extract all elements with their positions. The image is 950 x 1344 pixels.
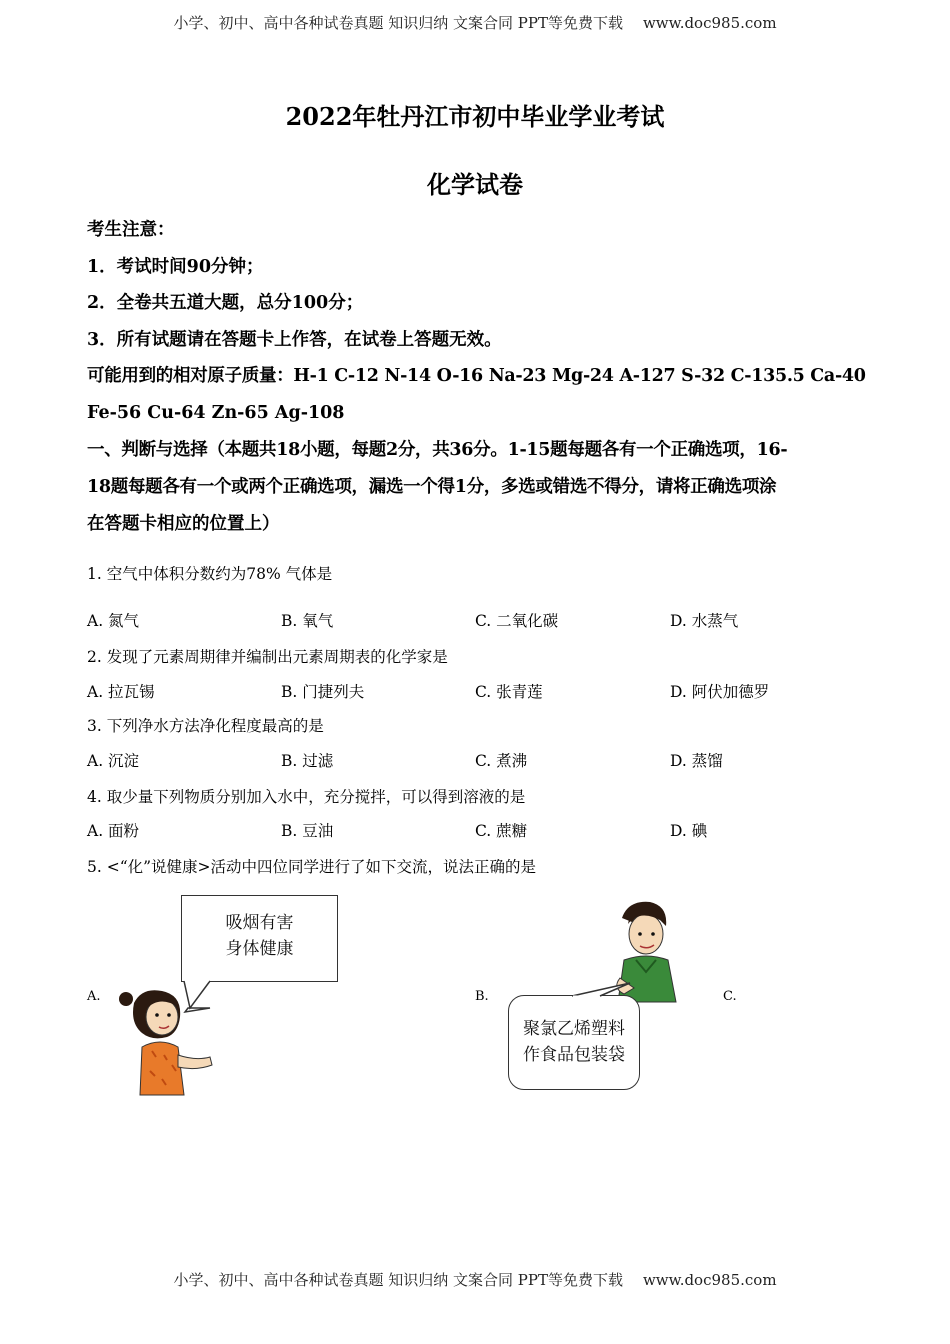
notice-item: 1．考试时间90分钟； — [87, 257, 264, 277]
option-d[interactable]: D. 阿伏加德罗 — [670, 683, 770, 701]
option-a[interactable]: A. 面粉 — [87, 822, 140, 840]
notice-item: 3．所有试题请在答题卡上作答，在试卷上答题无效。 — [87, 330, 502, 350]
option-d[interactable]: D. 碘 — [670, 822, 708, 840]
section-instructions: 在答题卡相应的位置上） — [87, 514, 280, 534]
speech-bubble-a — [181, 895, 338, 982]
header-url[interactable]: www.doc985.com — [642, 14, 777, 32]
option-b[interactable]: B. — [475, 989, 489, 1004]
option-a[interactable]: A. 氮气 — [87, 612, 140, 630]
section-instructions: 一、判断与选择（本题共18小题，每题2分，共36分。1-15题每题各有一个正确选项，16- — [87, 440, 788, 460]
exam-title: 2022年牡丹江市初中毕业学业考试 — [285, 102, 665, 131]
option-c[interactable]: C. — [723, 989, 737, 1004]
page-header — [0, 12, 950, 33]
option-c[interactable]: C. 张青莲 — [475, 683, 543, 701]
question-stem: 3. 下列净水方法净化程度最高的是 — [87, 717, 324, 735]
option-a[interactable]: A. 拉瓦锡 — [87, 683, 155, 701]
bubble-line: 身体健康 — [225, 939, 294, 959]
question-stem: 5. <“化”说健康>活动中四位同学进行了如下交流，说法正确的是 — [87, 858, 537, 876]
bubble-line: 作食品包装袋 — [523, 1045, 625, 1065]
option-b[interactable]: B. 门捷列夫 — [281, 683, 365, 701]
question-stem: 2. 发现了元素周期律并编制出元素周期表的化学家是 — [87, 648, 448, 666]
option-c[interactable]: C. 二氧化碳 — [475, 612, 559, 630]
bubble-line: 吸烟有害 — [225, 913, 294, 933]
notice-heading: 考生注意： — [87, 220, 175, 240]
section-instructions: 18题每题各有一个或两个正确选项，漏选一个得1分，多选或错选不得分，请将正确选项涂 — [87, 477, 777, 497]
notice-item: 2．全卷共五道大题，总分100分； — [87, 293, 364, 313]
option-a[interactable]: A. — [87, 989, 101, 1004]
speech-bubble-b — [508, 995, 640, 1090]
bubble-line: 聚氯乙烯塑料 — [523, 1019, 625, 1039]
exam-subtitle: 化学试卷 — [427, 170, 523, 199]
speech-tail-b — [570, 982, 640, 998]
footer-url[interactable]: www.doc985.com — [642, 1271, 777, 1289]
atomic-masses-line: Fe-56 Cu-64 Zn-65 Ag-108 — [87, 403, 345, 423]
option-b[interactable]: B. 过滤 — [281, 752, 334, 770]
option-b[interactable]: B. 豆油 — [281, 822, 334, 840]
option-d[interactable]: D. 蒸馏 — [670, 752, 723, 770]
atomic-masses-line: 可能用到的相对原子质量：H-1 C-12 N-14 O-16 Na-23 Mg-24 A-127 S-32 C-135.5 Ca-40 — [87, 366, 866, 386]
option-c[interactable]: C. 蔗糖 — [475, 822, 528, 840]
option-b[interactable]: B. 氧气 — [281, 612, 334, 630]
question-stem: 1. 空气中体积分数约为78% 气体是 — [87, 565, 333, 583]
header-text: 小学、初中、高中各种试卷真题 知识归纳 文案合同 PPT等免费下载 — [173, 14, 623, 32]
option-a[interactable]: A. 沉淀 — [87, 752, 140, 770]
page-footer — [0, 1269, 950, 1290]
question-stem: 4. 取少量下列物质分别加入水中，充分搅拌，可以得到溶液的是 — [87, 788, 526, 806]
girl-illustration — [112, 985, 222, 1100]
footer-text: 小学、初中、高中各种试卷真题 知识归纳 文案合同 PPT等免费下载 — [173, 1271, 623, 1289]
option-d[interactable]: D. 水蒸气 — [670, 612, 739, 630]
option-c[interactable]: C. 煮沸 — [475, 752, 528, 770]
